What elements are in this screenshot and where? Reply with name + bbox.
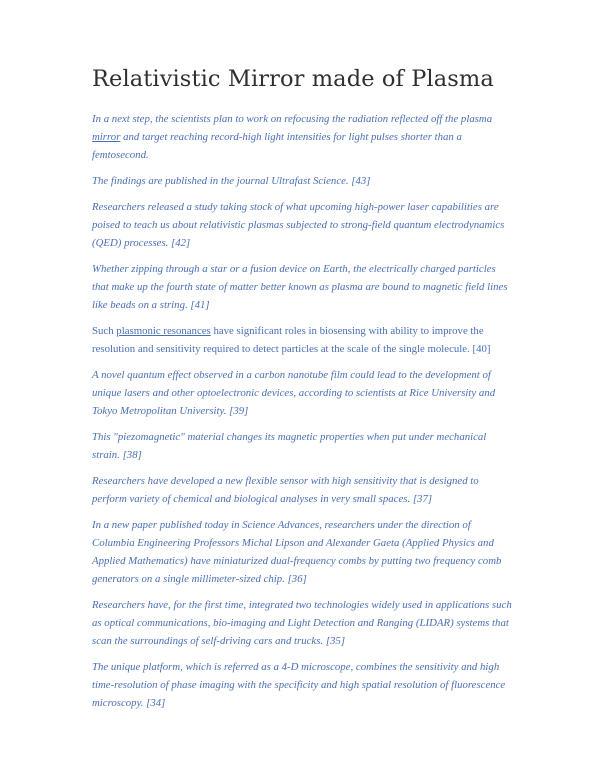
paragraph-text: and target reaching record-high light intensities for light pulses shorter than a femtosecond.	[92, 131, 462, 161]
paragraph-text: Such	[92, 325, 117, 337]
paragraph-piezomagnetic: This "piezomagnetic" material changes its magnetic properties when put under mechanical strain. [38]	[92, 431, 487, 461]
paragraph-magnetic-field: Whether zipping through a star or a fusion device on Earth, the electrically charged particles that make up the fourth state of matter better known as plasma are bound to magnetic field lines like beads on a string. [41]	[92, 263, 508, 311]
paragraph-findings: The findings are published in the journal Ultrafast Science. [43]	[92, 175, 371, 187]
document-body	[92, 110, 512, 720]
mirror-link[interactable]: mirror	[92, 131, 121, 143]
paragraph-lidar: Researchers have, for the first time, integrated two technologies widely used in applications such as optical communications, bio-imaging and Light Detection and Ranging (LIDAR) systems that scan the surroundings of self-driving cars and trucks. [35]	[92, 599, 512, 647]
paragraph-flexible-sensor: Researchers have developed a new flexible sensor with high sensitivity that is designed to perform variety of chemical and biological analyses in very small spaces. [37]	[92, 475, 479, 505]
paragraph-plasmonic	[92, 322, 512, 358]
plasmonic-resonances-link[interactable]: plasmonic resonances	[116, 325, 211, 337]
paragraph-nanotube: A novel quantum effect observed in a carbon nanotube film could lead to the development of unique lasers and other optoelectronic devices, according to scientists at Rice University and Tokyo Metropolitan University. [39]	[92, 369, 496, 417]
paragraph-mirror	[92, 110, 512, 164]
paragraph-frequency-combs: In a new paper published today in Science Advances, researchers under the direction of Columbia Engineering Professors Michal Lipson and Alexander Gaeta (Applied Physics and Applied Mathematics) have miniaturized dual-frequency combs by putting two frequency comb generators on a single millimeter-sized chip. [36]	[92, 519, 502, 585]
paragraph-text: In a next step, the scientists plan to work on refocusing the radiation reflected off the plasma	[92, 113, 493, 125]
paragraph-4d-microscope: The unique platform, which is referred as a 4-D microscope, combines the sensitivity and high time-resolution of phase imaging with the specificity and high spatial resolution of fluorescence microscopy. [34]	[92, 661, 506, 709]
paragraph-qed: Researchers released a study taking stock of what upcoming high-power laser capabilities are poised to teach us about relativistic plasmas subjected to strong-field quantum electrodynamics (QED) processes. [42]	[92, 201, 505, 249]
page-title: Relativistic Mirror made of Plasma	[92, 66, 494, 92]
paragraph-text: have significant roles in biosensing with ability to improve the resolution and sensitivity required to detect particles at the scale of the single molecule. [40]	[92, 325, 491, 355]
